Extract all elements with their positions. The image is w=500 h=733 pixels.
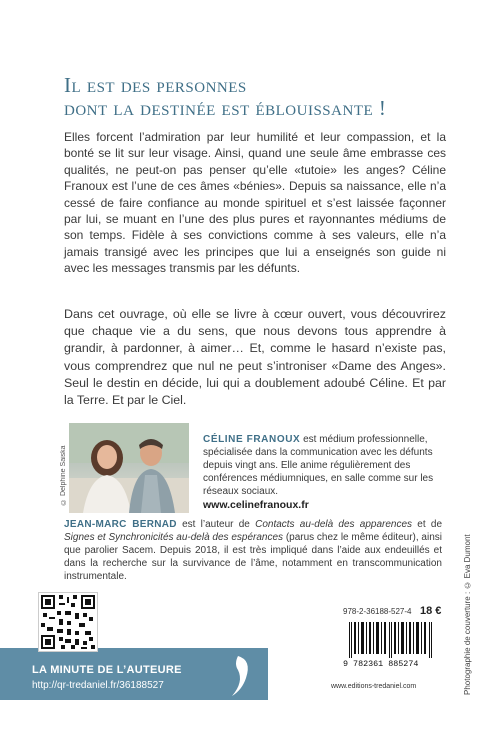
author-minute-title: LA MINUTE DE L’AUTEURE — [32, 664, 182, 676]
isbn: 978-2-36188-527-4 — [343, 607, 412, 616]
price: 18 € — [420, 605, 442, 617]
celine-website[interactable]: www.celinefranoux.fr — [203, 499, 309, 511]
jean-marc-bio-a: est l’auteur de — [182, 519, 250, 530]
celine-name: CÉLINE FRANOUX — [203, 434, 301, 445]
celine-bio — [203, 433, 443, 498]
title-line-1: Il est des personnes — [64, 73, 247, 97]
cover-photo-credit: Photographie de couverture : © Eva Dumont — [463, 534, 472, 695]
book-title-1: Contacts au-delà des apparences — [255, 519, 413, 530]
photo-credit: © Delphine Saiska — [60, 445, 67, 505]
barcode — [343, 622, 438, 667]
jean-marc-bio-c: (parus chez le même éditeur), ainsi que parolier Sacem. Depuis 2018, il est très impliqué dans l’aide aux endeuillés et dans la recherche sur la survivance de l’âme, notamment en transcommunication instrumentale. — [64, 532, 442, 582]
jean-marc-name: JEAN-MARC BERNAD — [64, 519, 177, 530]
barcode-number: 9 782361 885274 — [343, 659, 419, 667]
jean-marc-bio-b: et de — [417, 519, 443, 530]
description-paragraph-1: Elles forcent l’admiration par leur humilité et leur compassion, et la bonté se lit sur leur visage. Ainsi, quand une seule âme embrasse ces qualités, ne peut-on pas penser qu’elle «tutoie» les anges? Céline Franoux est l’une de ces âmes «bénies». Depuis sa naissance, elle n’a cessé de faire confiance au monde spirituel et s’est laissée façonner par lui, se muant en l’une des plus pures et rayonnantes médiums de son temps. Fidèle à ses convictions comme à ses valeurs, elle n’a jamais transigé avec les principes que lui a enseignés son guide ni avec les messages transmis par les défunts. — [64, 130, 446, 276]
celine-bio-text: est médium professionnelle, spécialisée dans la communication avec les défunts depuis vingt ans. Elle anime régulièrement des conférences médiumniques, en salle comme sur les réseaux sociaux. — [203, 434, 434, 497]
description-paragraph-2: Dans cet ouvrage, où elle se livre à cœur ouvert, vous découvrirez que chaque vie a du sens, que nous devons tous apprendre à grandir, à pardonner, à aimer… Et, comme le hasard n’existe pas, vous comprendrez que nul ne peut s’introniser «Dame des Anges». Seul le destin en décide, lui qui a doublement adoubé Céline. Et par la Terre. Et par le Ciel. — [64, 307, 446, 408]
back-cover-title — [64, 74, 484, 120]
book-title-2: Signes et Synchronicités au-delà des espérances — [64, 532, 284, 543]
jean-marc-bio — [64, 518, 442, 583]
author-minute-url[interactable]: http://qr-tredaniel.fr/36188527 — [32, 680, 164, 691]
publisher-website[interactable]: www.editions-tredaniel.com — [331, 683, 417, 690]
title-line-2: dont la destinée est éblouissante ! — [64, 96, 387, 120]
authors-photo — [69, 423, 189, 513]
qr-code[interactable] — [38, 592, 98, 652]
